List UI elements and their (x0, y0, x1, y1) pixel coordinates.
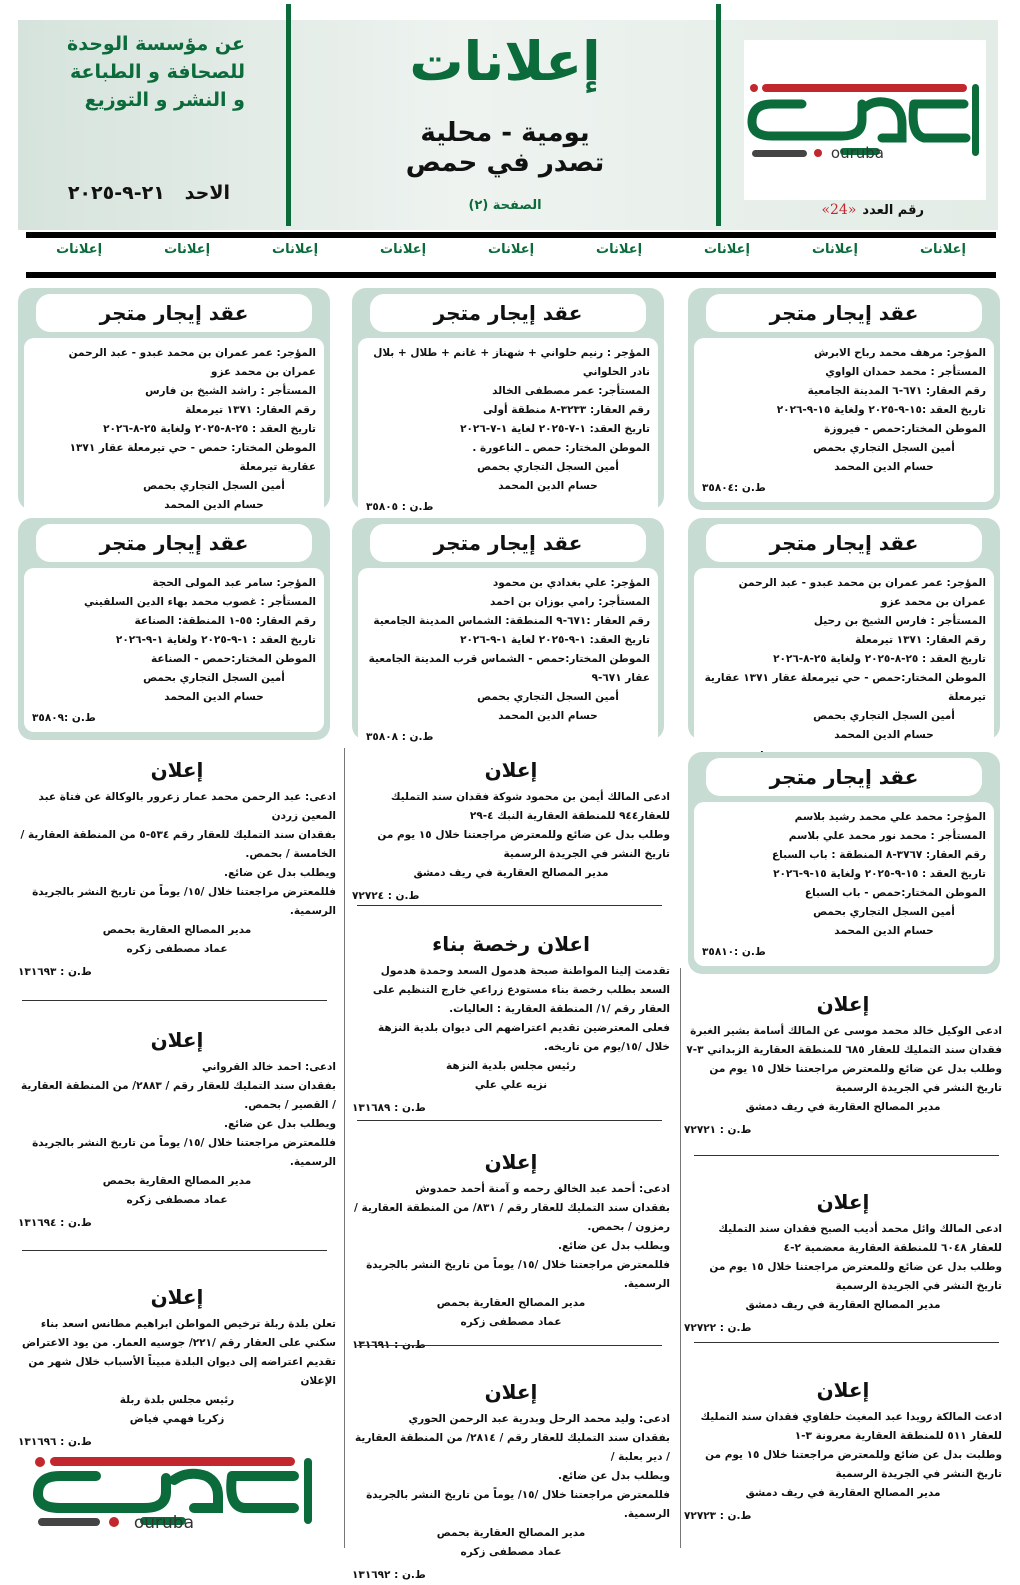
contract-signer-title: أمين السجل التجاري بحمص (813, 906, 955, 918)
contract-ad-body (358, 568, 658, 751)
contract-ad-line: تاريخ العقد : ٢٥-٨-٢٠٢٥ ولغاية ٢٥-٨-٢٠٢٦ (103, 423, 316, 435)
announcement-title: إعلان (484, 1150, 538, 1174)
announcement-title: إعلان (150, 1028, 204, 1052)
announcement-line: فللمعترض مراجعتنا خلال /١٥/ يوماً من تاريخ النشر بالجريدة الرسمية. (32, 1137, 336, 1168)
contract-ad (688, 752, 1000, 974)
contract-ad-line: المؤجر: سامر عبد المولى الحجة (152, 577, 316, 589)
announcement (684, 1378, 1002, 1526)
banner-rule-top (26, 232, 996, 238)
announcement-ref-number: ط.ن : ١٣١٦٩١ (352, 1339, 426, 1351)
publisher-line: و النشر و التوزيع (84, 89, 245, 111)
contract-ad-line: رقم العقار: ٣٧٦٧-٨ المنطقة : باب السباع (771, 849, 986, 861)
contract-ad-title: عقد إيجار متجر (706, 294, 982, 332)
banner-word: إعلانات (380, 242, 427, 257)
announcement (18, 1285, 336, 1452)
announcement-line: ويطلب بدل عن ضائع. (224, 1118, 336, 1130)
contract-ad-title: عقد إيجار متجر (370, 524, 646, 562)
contract-ad-body (694, 568, 994, 770)
contract-ad-body (694, 802, 994, 966)
contract-ad-line: رقم العقار :٦٧١-٩ المنطقة: الشماس المدينة الجامعية (373, 615, 650, 627)
announcement-signer-name: عماد مصطفى زكره (126, 943, 228, 955)
contract-ad-line: المستأجر : غصوب محمد بهاء الدين السلقيني (84, 596, 316, 608)
banner-word: إعلانات (488, 242, 535, 257)
contract-ad-line: الموطن المختار: حمص - حي تيرمعلة عقار ١٣٧١ عقارية تيرمعلة (69, 442, 316, 473)
contract-ad-line: المستأجر : محمد حمدان الواوي (825, 366, 986, 378)
banner-word: إعلانات (164, 242, 211, 257)
contract-ad-line: المستأجر: عمر مصطفى الخالد (492, 385, 650, 397)
contract-ad-title: عقد إيجار متجر (706, 758, 982, 796)
banner-word: إعلانات (596, 242, 643, 257)
contract-ad-line: المستأجر : محمد نور محمد علي بلاسم (788, 830, 986, 842)
announcement-signer-title: رئيس مجلس بلدية النزهة (446, 1060, 576, 1072)
announcement-line: ادعى المالك وائل محمد أديب الصبح فقدان سند التمليك للعقار ٦٠٤٨ للمنطقة العقارية معضمية ٢-٤ (718, 1223, 1002, 1254)
announcement-line: ادعى: عبد الرحمن محمد عمار زعرور بالوكالة عن فتاة عبد المعين زردن (38, 791, 336, 822)
contract-ref-number: ط.ن :٣٥٨١٠ (702, 946, 766, 958)
contract-ad-line: الموطن المختار:حمص - باب السباع (804, 887, 986, 899)
announcement (352, 1380, 670, 1585)
announcement-line: وطلب بدل عن ضائع وللمعترض مراجعتنا خلال ١٥ يوم من تاريخ النشر في الجريدة الرسمية (709, 1063, 1002, 1094)
issue-label: رقم العدد (862, 203, 924, 218)
announcement-signer-title: مدير المصالح العقارية في ريف دمشق (413, 867, 609, 879)
contract-ad-line: المؤجر: عمر عمران بن محمد عبدو - عبد الرحمن عمران بن محمد عزو (738, 577, 986, 608)
announcement (352, 932, 670, 1118)
announcement-signer-title: رئيس مجلس بلدة ربلة (119, 1394, 235, 1406)
logo-latin: ouruba (830, 144, 884, 162)
separator (22, 1000, 327, 1001)
contract-signer-name: حسام الدين المحمد (834, 729, 934, 741)
announcement-body (352, 962, 670, 1118)
announcement-body (352, 788, 670, 906)
announcement-title: إعلان (484, 1380, 538, 1404)
masthead-divider-left (286, 4, 291, 226)
banner-strip (26, 242, 996, 266)
publisher-line: عن مؤسسة الوحدة (67, 33, 245, 55)
announcement-title: إعلان (816, 992, 870, 1016)
contract-signer-title: أمين السجل التجاري بحمص (813, 442, 955, 454)
announcement (352, 1150, 670, 1355)
contract-signer-name: حسام الدين المحمد (498, 710, 598, 722)
announcement-body (684, 1022, 1002, 1140)
contract-ad-line: تاريخ العقد: ١-٧-٢٠٢٥ لغاية ١-٧-٢٠٢٦ (460, 423, 650, 435)
banner-word: إعلانات (272, 242, 319, 257)
announcement-signer-title: مدير المصالح العقارية بحمص (436, 1297, 586, 1309)
contract-ad-line: المؤجر: علي بغدادي بن محمود (492, 577, 650, 589)
contract-ad-line: المؤجر : رنيم حلواني + شهناز + غانم + طلال + بلال نادر الحلواني (373, 347, 650, 378)
contract-ad-line: تاريخ العقد : ١-٩-٢٠٢٥ ولغاية ١-٩-٢٠٢٦ (115, 634, 316, 646)
announcement-line: فعلى المعترضين تقديم اعتراضهم الى ديوان بلدية النزهة خلال /١٥/يوم من تاريخه. (377, 1022, 670, 1053)
contract-ad-line: المستأجر: رامي بوزان بن احمد (490, 596, 650, 608)
announcement-line: فللمعترض مراجعتنا خلال /١٥/ يوماً من تاريخ النشر بالجريدة الرسمية. (366, 1489, 670, 1520)
page-title: إعلانات (409, 30, 601, 93)
contract-ad-title: عقد إيجار متجر (36, 294, 312, 332)
contract-signer-name: حسام الدين المحمد (834, 461, 934, 473)
announcement-title: إعلان (816, 1378, 870, 1402)
announcement-signer-name: عماد مصطفى زكره (126, 1194, 228, 1206)
announcement-line: تقدمت إلينا المواطنة صبحة هدمول السعد وحمدة هدمول السعد بطلب رخصة بناء مستودع زراعي خارج التنظيم على العقار رقم /١/ المنطقة العقارية : العاليات. (372, 965, 670, 1015)
announcement-title: اعلان رخصة بناء (432, 932, 590, 956)
contract-ref-number: ط.ن : ٣٥٨٠٨ (366, 731, 434, 743)
contract-ad-body (358, 338, 658, 521)
announcement (18, 1028, 336, 1233)
announcement-ref-number: ط.ن : ٧٢٧٢١ (684, 1124, 752, 1136)
contract-signer-title: أمين السجل التجاري بحمص (477, 461, 619, 473)
contract-signer-title: أمين السجل التجاري بحمص (813, 710, 955, 722)
announcement-ref-number: ط.ن : ١٣١٦٩٣ (18, 966, 92, 978)
banner-word: إعلانات (811, 242, 859, 257)
contract-ad-line: المؤجر: محمد علي محمد رشيد بلاسم (794, 811, 986, 823)
publisher-info (40, 30, 245, 114)
contract-ad-body (24, 338, 324, 540)
announcement-line: بفقدان سند التمليك للعقار رقم / ٨٣١/ من المنطقة العقارية / رمزون / بحمص. (353, 1202, 670, 1233)
announcement-body (352, 1410, 670, 1585)
announcement (352, 758, 670, 906)
footer-ouruba-logo-icon (28, 1450, 318, 1533)
announcement-line: بفقدان سند التمليك للعقار رقم ٥٣٤-٥ من المنطقة العقارية / الخامسة / بحمص. (20, 829, 336, 860)
announcement-body (352, 1180, 670, 1355)
announcement-ref-number: ط.ن : ١٣١٦٩٦ (18, 1436, 92, 1448)
contract-ad (18, 288, 330, 510)
announcement-title: إعلان (150, 1285, 204, 1309)
contract-signer-title: أمين السجل التجاري بحمص (143, 672, 285, 684)
announcement-body (684, 1408, 1002, 1526)
announcement-body (18, 1058, 336, 1233)
announcement (684, 992, 1002, 1140)
contract-ad-title: عقد إيجار متجر (370, 294, 646, 332)
contract-ad-line: رقم العقار: ١٣٧١ تيرمعلة (185, 404, 316, 416)
masthead-divider-right (716, 4, 721, 226)
column-divider (344, 748, 345, 1548)
contract-ad-line: تاريخ العقد : ١٥-٩-٢٠٢٥ ولغاية ١٥-٩-٢٠٢٦ (773, 868, 986, 880)
announcement-line: ادعى المالك أيمن بن محمود شوكة فقدان سند التمليك للعقار٩٤٤ للمنطقة العقارية النبك ٤-٢٩ (390, 791, 670, 822)
banner-word: إعلانات (919, 242, 966, 257)
announcement-line: ادعى الوكيل خالد محمد موسى عن المالك أسامة بشير الغبرة فقدان سند التمليك للعقار ٦٨٥ للمنطقة العقارية الزبداني ٣-٧ (686, 1025, 1002, 1056)
publication-day: الاحد (184, 182, 230, 204)
banner-word: إعلانات (56, 242, 103, 257)
contract-ad-line: تاريخ العقد : ٢٥-٨-٢٠٢٥ ولغاية ٢٥-٨-٢٠٢٦ (773, 653, 986, 665)
publisher-line: للصحافة و الطباعة (70, 61, 245, 83)
announcement-signer-name: عماد مصطفى زكره (460, 1316, 562, 1328)
contract-ref-number: ط.ن :٣٥٨٠٤ (702, 482, 766, 494)
contract-ref-number: ط.ن :٣٥٨٠٩ (32, 712, 96, 724)
subtitle-location: تصدر في حمص (405, 148, 605, 178)
announcement-line: ادعى: أحمد عبد الخالق رحمه و آمنة أحمد حمدوش (415, 1183, 670, 1195)
announcement-line: ادعى: وليد محمد الرحل وبدرية عبد الرحمن الحوري (408, 1413, 670, 1425)
contract-ad-line: المؤجر: عمر عمران بن محمد عبدو - عبد الرحمن عمران بن محمد عزو (68, 347, 316, 378)
separator (694, 1342, 999, 1343)
contract-signer-name: حسام الدين المحمد (498, 480, 598, 492)
contract-ad-line: المستأجر : راشد الشيخ بن فارس (145, 385, 316, 397)
contract-ad-line: الموطن المختار:حمص - فيروزة (824, 423, 986, 435)
announcement-line: فللمعترض مراجعتنا خلال /١٥/ يوماً من تاريخ النشر بالجريدة الرسمية. (366, 1259, 670, 1290)
separator (357, 1120, 662, 1121)
announcement-line: ادعى: احمد خالد القرواني (201, 1061, 336, 1073)
announcement-line: تعلن بلدة ربلة ترخيص المواطن ابراهيم مطانس اسعد بناء سكني على العقار رقم /٢٢١/ جوسيه العمار. من يود الاعتراض تقديم اعتراضه إلى ديوان البلدة مبيناً الأسباب خلال شهر من الإعلان (21, 1318, 336, 1387)
announcement (684, 1190, 1002, 1338)
announcement-ref-number: ط.ن : ١٣١٦٩٢ (352, 1569, 426, 1581)
contract-ad-line: رقم العقار: ١٣٧١ تيرمعلة (855, 634, 986, 646)
issue-number (821, 202, 924, 218)
contract-ad-line: الموطن المختار: حمص ـ الناعورة . (472, 442, 650, 454)
announcement-title: إعلان (484, 758, 538, 782)
announcement-title: إعلان (816, 1190, 870, 1214)
announcement-body (18, 788, 336, 982)
subtitle-frequency: يومية - محلية (420, 118, 590, 148)
announcement-signer-title: مدير المصالح العقارية في ريف دمشق (745, 1299, 941, 1311)
contract-signer-title: أمين السجل التجاري بحمص (143, 480, 285, 492)
footer-logo-latin: ouruba (133, 1513, 194, 1533)
contract-signer-name: حسام الدين المحمد (834, 925, 934, 937)
publication-date-value: ٢١-٩-٢٠٢٥ (67, 182, 165, 204)
contract-ad-line: رقم العقار: ٣٢٣٣-٨ منطقة أولى (482, 404, 650, 416)
announcement-line: فللمعترض مراجعتنا خلال /١٥/ يوماً من تاريخ النشر بالجريدة الرسمية. (32, 886, 336, 917)
banner-rule-bottom (26, 272, 996, 278)
contract-ad-line: رقم العقار: ٥٥-١ المنطقة: الصناعة (134, 615, 316, 627)
contract-ref-number: ط.ن : ٣٥٨٠٥ (366, 501, 434, 513)
contract-ad-body (694, 338, 994, 502)
announcement-line: بفقدان سند التمليك للعقار رقم / ٢٨٨٣/ من المنطقة العقارية / القصير / بحمص. (21, 1080, 336, 1111)
contract-ad (352, 288, 664, 513)
column-divider (680, 968, 681, 1548)
publication-date (40, 182, 230, 204)
announcement-signer-name: عماد مصطفى زكره (460, 1546, 562, 1558)
contract-ad-line: تاريخ العقد :١٥-٩-٢٠٢٥ ولغاية ١٥-٩-٢٠٢٦ (776, 404, 986, 416)
announcement-title: إعلان (150, 758, 204, 782)
announcement-signer-title: مدير المصالح العقارية في ريف دمشق (745, 1101, 941, 1113)
contract-ad (352, 518, 664, 743)
contract-ad (688, 288, 1000, 510)
contract-signer-name: حسام الدين المحمد (164, 691, 264, 703)
announcement-line: وطلبت بدل عن ضائع وللمعترض مراجعتنا خلال ١٥ يوم من تاريخ النشر في الجريدة الرسمية (705, 1449, 1002, 1480)
contract-ad-line: الموطن المختار:حمص - حي تيرمعلة عقار ١٣٧١ عقارية تيرمعلة (704, 672, 986, 703)
contract-ad-line: رقم العقار: ٦٧١-٦ المدينة الجامعية (807, 385, 986, 397)
contract-ad (18, 518, 330, 740)
ouruba-logo-icon (744, 40, 986, 200)
announcement-body (18, 1315, 336, 1452)
announcement-line: ويطلب بدل عن ضائع. (558, 1240, 670, 1252)
separator (357, 905, 662, 906)
issue-value: «24» (821, 202, 857, 218)
announcement-ref-number: ط.ن : ٧٢٧٢٢ (684, 1322, 752, 1334)
contract-ad-title: عقد إيجار متجر (706, 524, 982, 562)
page-number: الصفحة (٢) (468, 198, 542, 213)
contract-signer-title: أمين السجل التجاري بحمص (477, 691, 619, 703)
announcement-body (684, 1220, 1002, 1338)
contract-ad-title: عقد إيجار متجر (36, 524, 312, 562)
announcement-signer-title: مدير المصالح العقارية في ريف دمشق (745, 1487, 941, 1499)
announcement-ref-number: ط.ن : ١٣١٦٩٤ (18, 1217, 92, 1229)
separator (22, 1250, 327, 1251)
announcement-line: ويطلب بدل عن ضائع. (558, 1470, 670, 1482)
contract-ad-body (24, 568, 324, 732)
contract-ad-line: المستأجر : فارس الشيخ بن رحيل (813, 615, 986, 627)
announcement-signer-title: مدير المصالح العقارية بحمص (102, 924, 252, 936)
contract-ad-line: الموطن المختار:حمص - الصناعة (150, 653, 316, 665)
announcement-ref-number: ط.ن : ٧٢٧٢٤ (352, 890, 420, 902)
announcement-signer-name: نزيه علي علي (474, 1079, 548, 1091)
contract-signer-name: حسام الدين المحمد (164, 499, 264, 511)
announcement-line: بفقدان سند التمليك للعقار رقم / ٢٨١٤/ من المنطقة العقارية / دير بعلبة / (355, 1432, 670, 1463)
announcement-line: ويطلب بدل عن ضائع. (224, 867, 336, 879)
newspaper-logo (744, 40, 986, 200)
separator (357, 1345, 662, 1346)
announcement-ref-number: ط.ن : ١٣١٦٨٩ (352, 1102, 426, 1114)
banner-word: إعلانات (703, 242, 751, 257)
contract-ad-line: تاريخ العقد: ١-٩-٢٠٢٥ لغاية ١-٩-٢٠٢٦ (460, 634, 650, 646)
contract-ad (688, 518, 1000, 740)
announcement-line: ادعت المالكة رويدا عبد المغيث حلفاوي فقدان سند التمليك للعقار ٥١١ للمنطقة العقارية معرونة ٣-١ (700, 1411, 1002, 1442)
announcement-line: وطلب بدل عن ضائع وللمعترض مراجعتنا خلال ١٥ يوم من تاريخ النشر في الجريدة الرسمية (377, 829, 670, 860)
separator (694, 1155, 999, 1156)
contract-ad-line: المؤجر: مرهف محمد رباح الابرش (814, 347, 986, 359)
announcement-signer-name: زكريا فهمي فياض (129, 1413, 225, 1425)
announcement-signer-title: مدير المصالح العقارية بحمص (102, 1175, 252, 1187)
announcement (18, 758, 336, 982)
contract-ad-line: الموطن المختار:حمص - الشماس قرب المدينة الجامعية عقار ٦٧١-٩ (368, 653, 650, 684)
announcement-ref-number: ط.ن : ٧٢٧٢٣ (684, 1510, 752, 1522)
announcement-line: وطلب بدل عن ضائع وللمعترض مراجعتنا خلال ١٥ يوم من تاريخ النشر في الجريدة الرسمية (709, 1261, 1002, 1292)
announcement-signer-title: مدير المصالح العقارية بحمص (436, 1527, 586, 1539)
